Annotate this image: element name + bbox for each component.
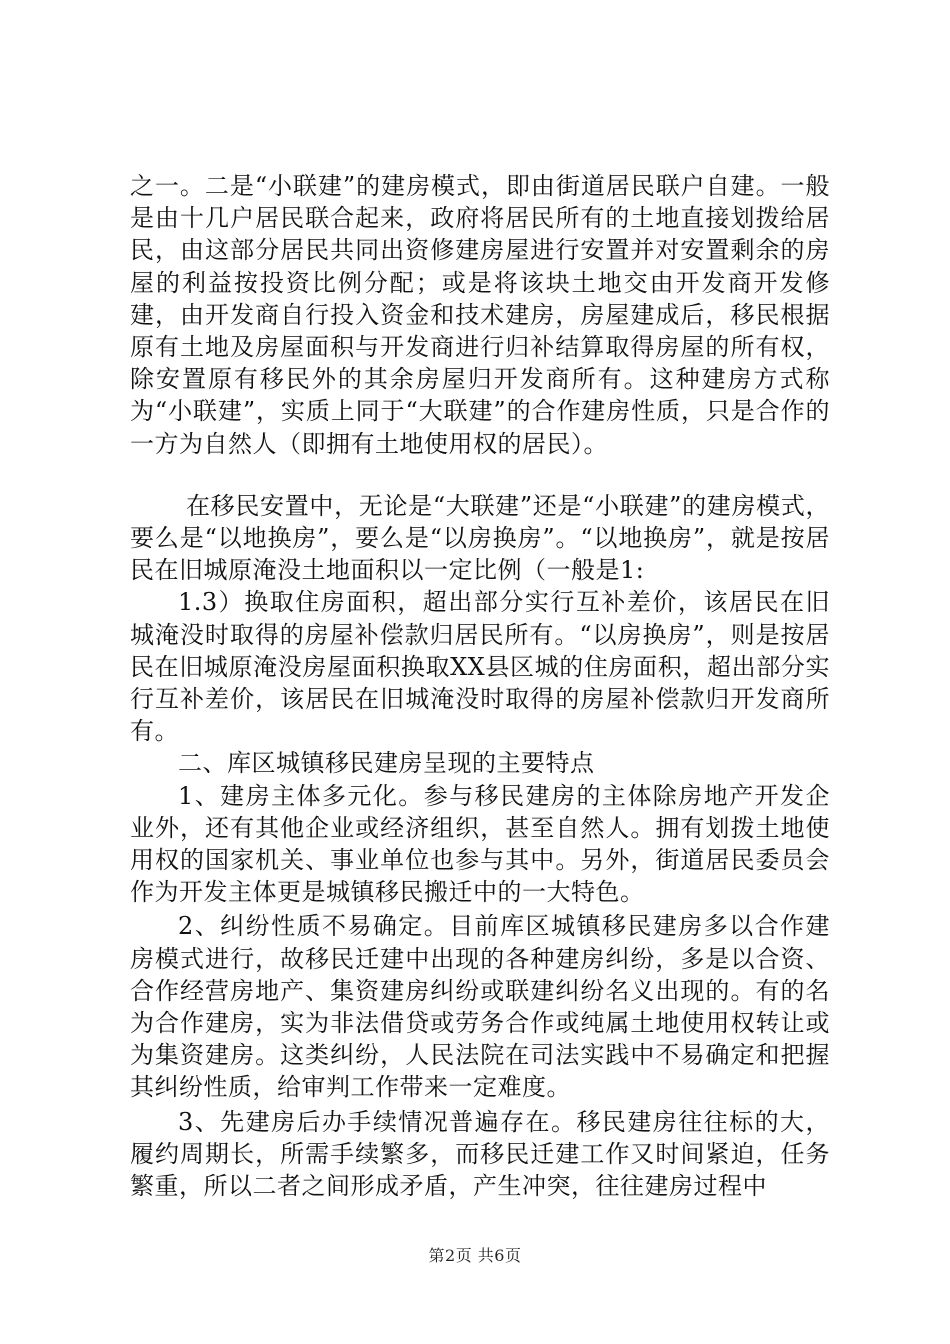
page-number-footer: 第2页 共6页 — [428, 1246, 522, 1265]
section-heading-main-features: 二、库区城镇移民建房呈现的主要特点 — [178, 749, 595, 778]
paragraph-feature-1: 1、建房主体多元化。参与移民建房的主体除房地产开发企业外，还有其他企业或经济组织，甚至自然人。拥有划拨土地使用权的国家机关、事业单位也参与其中。另外，街道居民委员会作为开发主体更是城镇移民搬迁中的一大特色。 — [130, 781, 830, 907]
paragraph-feature-3: 3、先建房后办手续情况普遍存在。移民建房往往标的大，履约周期长，所需手续繁多，而移民迁建工作又时间紧迫，任务繁重，所以二者之间形成矛盾，产生冲突，往往建房过程中 — [130, 1107, 830, 1201]
paragraph-exchange-ratio: 1.3）换取住房面积，超出部分实行互补差价，该居民在旧城淹没时取得的房屋补偿款归居民所有。“以房换房”，则是按居民在旧城原淹没房屋面积换取XX县区城的住房面积，超出部分实行互补差价，该居民在旧城淹没时取得的房屋补偿款归开发商所有。 — [130, 588, 830, 746]
paragraph-xiao-lianjian: 之一。二是“小联建”的建房模式，即由街道居民联户自建。一般是由十几户居民联合起来，政府将居民所有的土地直接划拨给居民，由这部分居民共同出资修建房屋进行安置并对安置剩余的房屋的利益按投资比例分配；或是将该块土地交由开发商开发修建，由开发商自行投入资金和技术建房，房屋建成后，移民根据原有土地及房屋面积与开发商进行归补结算取得房屋的所有权，除安置原有移民外的其余房屋归开发商所有。这种建房方式称为“小联建”，实质上同于“大联建”的合作建房性质，只是合作的一方为自然人（即拥有土地使用权的居民）。 — [130, 172, 830, 458]
paragraph-feature-2: 2、纠纷性质不易确定。目前库区城镇移民建房多以合作建房模式进行，故移民迁建中出现的各种建房纠纷，多是以合资、合作经营房地产、集资建房纠纷或联建纠纷名义出现的。有的名为合作建房，实为非法借贷或劳务合作或纯属土地使用权转让或为集资建房。这类纠纷，人民法院在司法实践中不易确定和把握其纠纷性质，给审判工作带来一定难度。 — [130, 912, 830, 1102]
document-body — [130, 170, 830, 1202]
paragraph-resettlement-modes: 在移民安置中，无论是“大联建”还是“小联建”的建房模式，要么是“以地换房”，要么是“以房换房”。“以地换房”，就是按居民在旧城原淹没土地面积以一定比例（一般是1: — [130, 491, 830, 585]
